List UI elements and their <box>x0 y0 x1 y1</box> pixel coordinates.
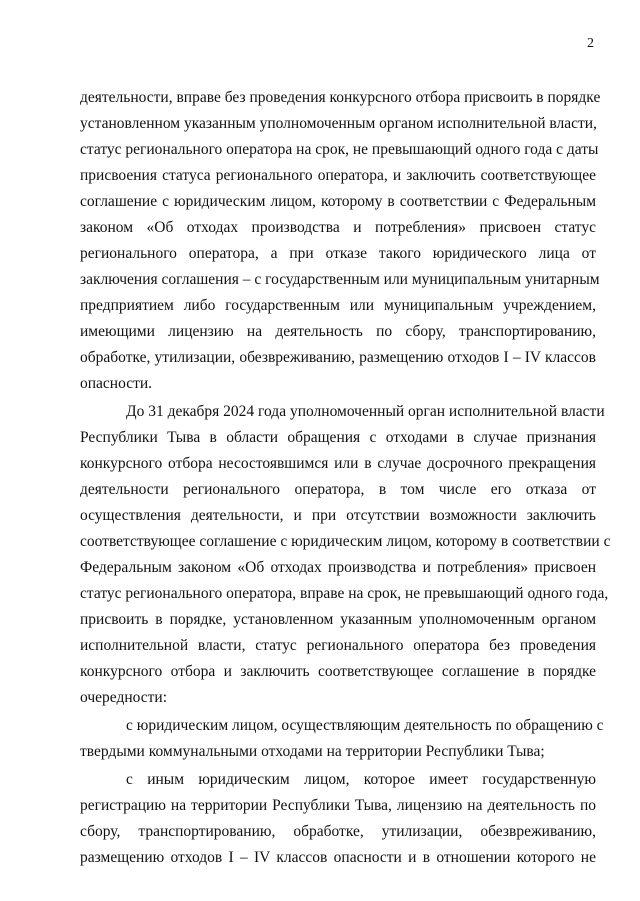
text-line: конкурсного отбора несостоявшимся или в случае досрочного прекращения <box>80 455 596 472</box>
text-line: статус регионального оператора на срок, не превышающий одного года с даты <box>80 141 599 158</box>
text-line: установленном указанным уполномоченным органом исполнительной власти, <box>80 115 597 132</box>
text-line: присвоить в порядке, установленном указанным уполномоченным органом <box>80 611 596 628</box>
text-line: размещению отходов I – IV классов опасности и в отношении которого не <box>80 849 596 866</box>
text-line: опасности. <box>80 375 153 392</box>
text-line: статус регионального оператора, вправе на срок, не превышающий одного года, <box>80 585 609 602</box>
text-line: деятельности регионального оператора, в том числе его отказа от <box>80 481 596 498</box>
text-line: очередности: <box>80 689 168 706</box>
text-line: осуществления деятельности, и при отсутствии возможности заключить <box>80 507 596 524</box>
text-line: твердыми коммунальными отходами на территории Республики Тыва; <box>80 743 545 760</box>
text-line: регистрацию на территории Республики Тыва, лицензию на деятельность по <box>80 797 596 814</box>
text-line: предприятием либо государственным или муниципальным учреждением, <box>80 297 596 314</box>
text-line: деятельности, вправе без проведения конкурсного отбора присвоить в порядке <box>80 89 601 106</box>
text-line: исполнительной власти, статус регионального оператора без проведения <box>80 637 596 654</box>
text-line: соглашение с юридическим лицом, которому в соответствии с Федеральным <box>80 193 596 210</box>
text-line: с юридическим лицом, осуществляющим деятельность по обращению с <box>126 717 604 734</box>
text-line: Республики Тыва в области обращения с отходами в случае признания <box>80 429 596 446</box>
text-line: с иным юридическим лицом, которое имеет государственную <box>126 771 596 788</box>
text-line: регионального оператора, а при отказе такого юридического лица от <box>80 245 596 262</box>
text-line: соответствующее соглашение с юридическим лицом, которому в соответствии с <box>80 533 611 550</box>
text-line: имеющими лицензию на деятельность по сбору, транспортированию, <box>80 323 596 340</box>
text-line: До 31 декабря 2024 года уполномоченный орган исполнительной власти <box>126 403 605 420</box>
text-line: конкурсного отбора и заключить соответствующее соглашение в порядке <box>80 663 596 680</box>
text-line: обработке, утилизации, обезвреживанию, размещению отходов I – IV классов <box>80 349 596 366</box>
page-number: 2 <box>587 36 594 51</box>
text-line: присвоения статуса регионального оператора, и заключить соответствующее <box>80 167 596 184</box>
text-line: заключения соглашения – с государственным или муниципальным унитарным <box>80 271 600 288</box>
text-line: Федеральным законом «Об отходах производства и потребления» присвоен <box>80 559 596 576</box>
text-line: законом «Об отходах производства и потребления» присвоен статус <box>80 219 596 236</box>
text-line: сбору, транспортированию, обработке, утилизации, обезвреживанию, <box>80 823 596 840</box>
